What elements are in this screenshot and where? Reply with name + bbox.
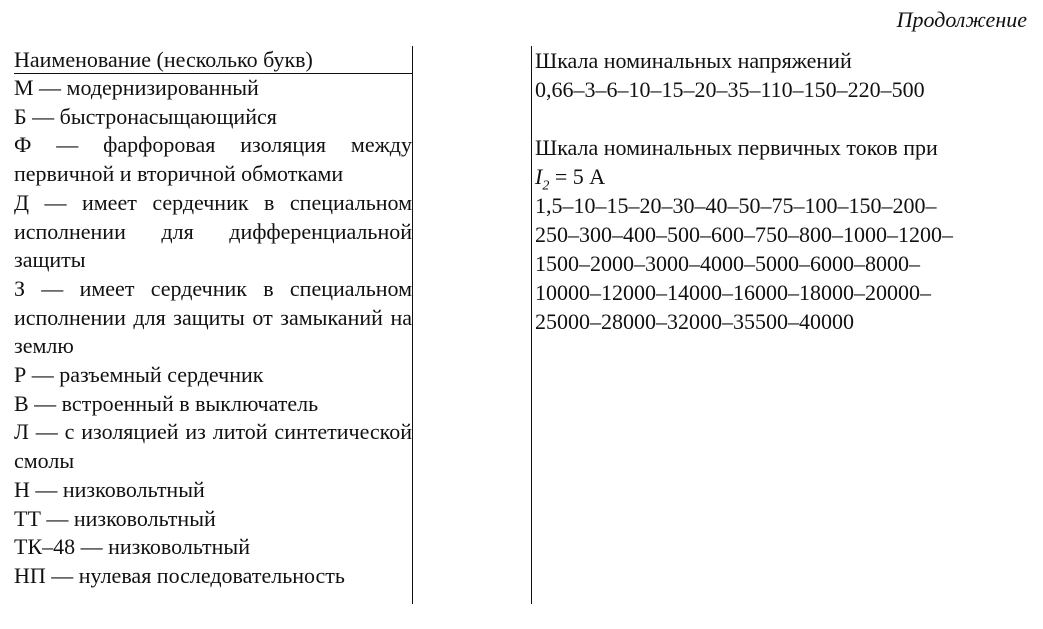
current-scale-values-line: 25000–28000–32000–35500–40000 [535, 309, 854, 334]
designation-column [14, 46, 412, 591]
current-subscript: 2 [542, 178, 550, 194]
designation-item: В — встроенный в выключатель [14, 390, 319, 416]
designation-header: Наименование (несколько букв) [14, 46, 412, 74]
designation-item: Б — быстронасыщающийся [14, 103, 277, 129]
current-scale-values-line: 250–300–400–500–600–750–800–1000–1200– [535, 222, 953, 247]
current-scale-title: Шкала номинальных первичных токов при [535, 135, 938, 160]
designation-item: НП — нулевая последовательность [14, 562, 345, 588]
current-scale-values-line: 10000–12000–14000–16000–18000–20000– [535, 280, 931, 305]
spacer [535, 104, 1030, 133]
scales-column [535, 46, 1030, 336]
current-scale-values-line: 1500–2000–3000–4000–5000–6000–8000– [535, 251, 920, 276]
designation-item: Н — низковольтный [14, 476, 205, 502]
current-symbol: I [535, 164, 543, 189]
column-divider-right [531, 46, 532, 604]
column-divider-left [412, 46, 413, 604]
current-scale-values-line: 1,5–10–15–20–30–40–50–75–100–150–200– [535, 193, 937, 218]
designation-item: ТТ — низковольтный [14, 505, 216, 531]
voltage-scale-title: Шкала номинальных напряжений [535, 48, 852, 73]
designation-item: Л — с изоляцией из литой синтетической смолы [14, 419, 412, 474]
designation-list [14, 74, 412, 591]
designation-item: Ф — фарфоровая изоляция между первичной и вторичной обмотками [14, 132, 412, 187]
voltage-scale-values: 0,66–3–6–10–15–20–35–110–150–220–500 [535, 77, 925, 102]
designation-item: З — имеет сердечник в специальном исполнении для защиты от замыканий на землю [14, 275, 412, 359]
continuation-label: Продолжение [896, 7, 1027, 32]
designation-item: М — модернизированный [14, 75, 259, 100]
designation-item: Р — разъемный сердечник [14, 362, 264, 388]
current-condition [535, 162, 1030, 194]
designation-item: Д — имеет сердечник в специальном исполнении для дифференциальной защиты [14, 189, 412, 273]
current-condition-value: = 5 А [549, 164, 606, 189]
designation-item: ТК–48 — низковольтный [14, 534, 250, 560]
